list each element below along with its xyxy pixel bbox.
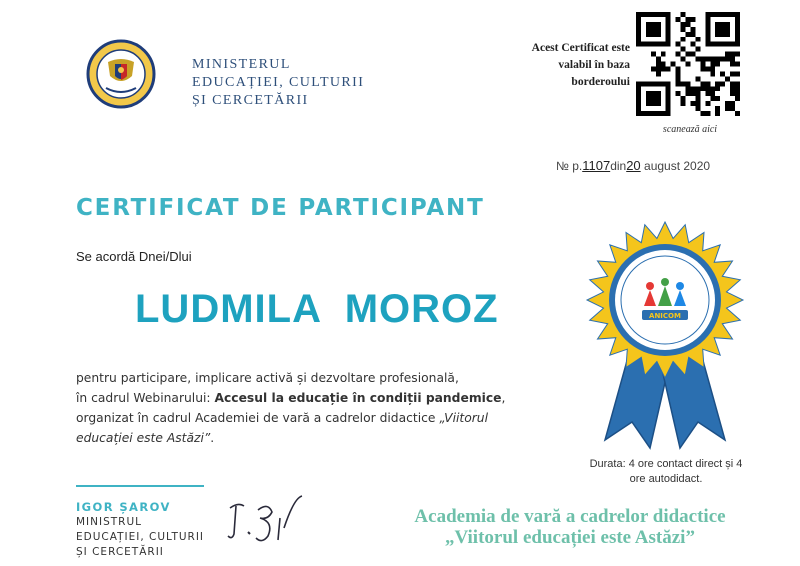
body-line: pentru participare, implicare activă și dezvoltare profesională,: [76, 371, 459, 385]
signer-divider: [76, 485, 204, 487]
body-line: [76, 388, 576, 408]
number-din: din: [610, 159, 627, 173]
body-punctuation: .: [210, 431, 215, 445]
academy-name-part2: educației este Astăzi”: [76, 431, 211, 445]
signer-name: IGOR ȘAROV: [76, 500, 171, 514]
validity-line: borderoului: [571, 76, 630, 88]
body-line: [76, 408, 576, 428]
academy-line: „Viitorul educației este Astăzi”: [445, 527, 695, 548]
ministry-line: MINISTERUL: [192, 57, 291, 72]
number-day: 20: [626, 158, 641, 173]
body-punctuation: ,: [501, 391, 506, 405]
academy-line: Academia de vară a cadrelor didactice: [414, 506, 726, 527]
signer-role-line: ȘI CERCETĂRII: [76, 546, 164, 558]
body-line-prefix: organizat în cadrul Academiei de vară a cadrelor didactice: [76, 411, 440, 425]
duration-note: [566, 457, 766, 487]
signature-icon: [224, 488, 314, 550]
number-value: 1107: [582, 158, 611, 173]
duration-line: Durata: 4 ore contact direct și 4: [589, 458, 743, 470]
validity-line: valabil în baza: [558, 59, 630, 71]
moldova-seal-icon: [86, 36, 156, 112]
number-prefix: № p.: [556, 159, 583, 173]
duration-line: ore autodidact.: [629, 473, 703, 485]
recipient-name: LUDMILA MOROZ: [135, 287, 499, 331]
awarded-to-label: Se acordă Dnei/Dlui: [76, 249, 192, 264]
body-line: [76, 428, 576, 448]
validity-note: [470, 40, 630, 91]
certificate-title: CERTIFICAT DE PARTICIPANT: [76, 195, 485, 221]
number-month-year: august 2020: [644, 159, 711, 173]
rosette-award-icon: [580, 212, 750, 452]
academy-name-part1: „Viitorul: [439, 411, 489, 425]
badge-logo-text: ANICOM: [649, 312, 681, 320]
body-line-prefix: în cadrul Webinarului:: [76, 391, 215, 405]
ministry-line: ȘI CERCETĂRII: [192, 93, 309, 108]
signer-role-line: MINISTRUL: [76, 516, 143, 528]
signer-role-line: EDUCAȚIEI, CULTURII: [76, 531, 205, 543]
certificate-body: [76, 368, 576, 448]
academy-footer: [370, 506, 770, 548]
webinar-title: Accesul la educație în condiții pandemice: [214, 391, 502, 405]
validity-line: Acest Certificat este: [531, 42, 630, 54]
scan-label: scanează aici: [662, 124, 718, 135]
signer-role: [76, 515, 204, 560]
qr-code-icon[interactable]: [636, 12, 740, 116]
ministry-name: [192, 56, 364, 110]
ministry-line: EDUCAȚIEI, CULTURII: [192, 75, 365, 90]
certificate-number: [556, 158, 710, 173]
